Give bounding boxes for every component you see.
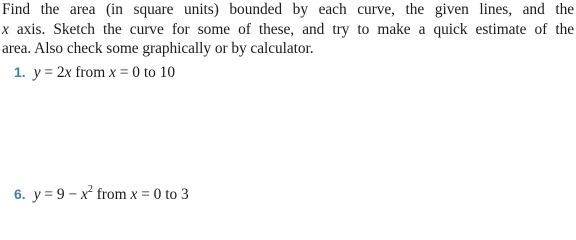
equation-lhs: y [33,64,41,81]
x-variable: x [2,20,9,38]
from-text: from [92,186,131,203]
range-text: = 0 to 3 [137,186,189,203]
instructions-line-2-text: axis. Sketch the curve for some of these, and try to make a quick estimate of the [8,20,574,38]
equation-variable: x [80,186,88,203]
range-text: = 0 to 10 [115,64,176,81]
equation-rhs-part: = 2 [40,64,65,81]
problem-number: 6. [14,186,26,202]
exponent: 2 [87,183,93,195]
problem-number: 1. [14,64,26,80]
from-text: from [71,64,110,81]
instructions-line-3: area. Also check some graphically or by calculator. [2,40,314,57]
equation-rhs-part: = 9 − [40,186,81,203]
problem-equation [34,64,175,81]
instructions-line-1: Find the area (in square units) bounded by each curve, the given lines, and the [2,1,574,18]
equation-variable: x [64,64,72,81]
problem-6 [14,185,189,204]
range-variable: x [130,186,138,203]
instructions-line-2 [2,20,574,40]
range-variable: x [109,64,116,81]
instructions-paragraph [2,0,574,59]
equation-lhs: y [33,186,41,203]
problem-equation [33,183,189,203]
problem-1 [14,63,175,82]
